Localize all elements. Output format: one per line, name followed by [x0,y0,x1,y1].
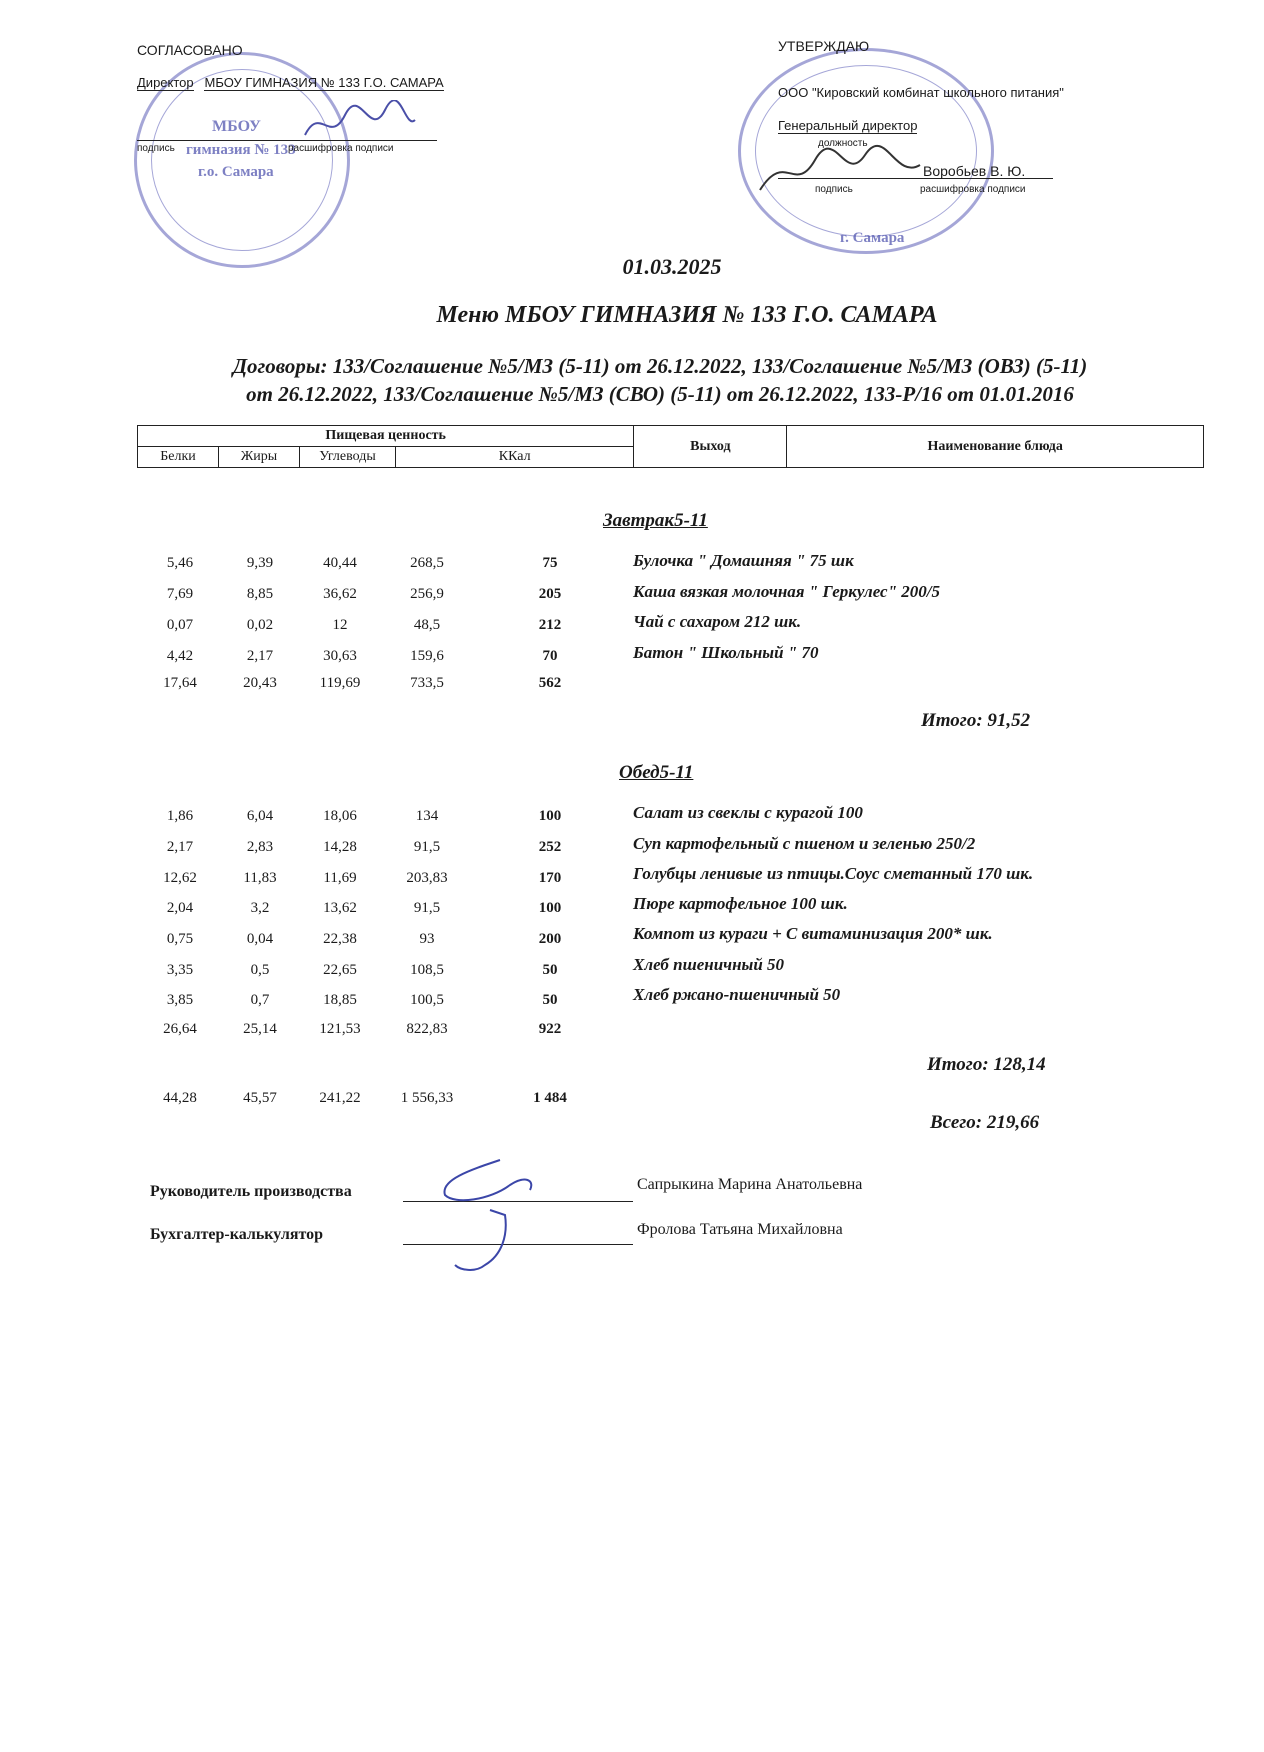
output-sum: 922 [538,1021,562,1037]
right-position-caption: должность [818,138,868,149]
output-value: 212 [538,617,562,633]
protein-grand: 44,28 [163,1090,197,1106]
left-position: Директор [137,75,194,90]
kcal-value: 256,9 [410,586,444,602]
protein-sum: 26,64 [163,1021,197,1037]
right-decode-caption: расшифровка подписи [920,184,1026,195]
dish-name: Каша вязкая молочная " Геркулес" 200/5 [633,582,940,601]
carbs-value: 13,62 [323,900,357,916]
kcal-header: ККал [396,447,634,468]
dish-name: Компот из кураги + С витаминизация 200* шк. [633,924,993,943]
right-signature-scribble [755,140,925,200]
fat-value: 0,04 [246,931,274,947]
kcal-value: 100,5 [410,992,444,1008]
kcal-sum: 822,83 [406,1021,448,1037]
manager-label: Руководитель производства [150,1183,352,1200]
breakfast-total: Итого: 91,52 [921,710,1031,731]
output-header: Выход [634,426,787,468]
output-grand: 1 484 [533,1090,567,1106]
dish-name: Хлеб пшеничный 50 [633,955,785,974]
fat-value: 0,7 [250,992,270,1008]
manager-signature-scribble [430,1155,550,1285]
left-signature-scribble [300,100,420,150]
carbs-sum: 119,69 [319,675,361,691]
left-approval-title: СОГЛАСОВАНО [137,42,243,58]
carbs-sum: 121,53 [319,1021,361,1037]
output-value: 50 [542,992,558,1008]
menu-date: 01.03.2025 [622,254,722,279]
protein-value: 0,75 [166,931,194,947]
protein-value: 2,17 [166,839,194,855]
protein-value: 7,69 [166,586,194,602]
carbs-value: 36,62 [323,586,357,602]
protein-value: 3,85 [166,992,194,1008]
protein-value: 2,04 [166,900,194,916]
carbs-value: 40,44 [323,555,357,571]
left-stamp-line3: г.о. Самара [198,164,274,180]
fat-value: 6,04 [246,808,274,824]
kcal-value: 203,83 [406,870,448,886]
right-sign-caption: подпись [815,184,853,195]
fat-value: 11,83 [243,870,277,886]
carbs-value: 18,85 [323,992,357,1008]
output-value: 170 [538,870,562,886]
right-approval-position: Генеральный директор [778,118,918,133]
kcal-value: 91,5 [413,839,441,855]
right-approval-title: УТВЕРЖДАЮ [778,38,870,54]
breakfast-title: Завтрак5-11 [603,510,708,531]
carbs-value: 22,38 [323,931,357,947]
contracts-line2: от 26.12.2022, 133/Соглашение №5/МЗ (СВО) (5-11) от 26.12.2022, 133-Р/16 от 01.01.2016 [246,382,1074,406]
fat-value: 2,83 [246,839,274,855]
fat-sum: 25,14 [243,1021,277,1037]
carbs-value: 22,65 [323,962,357,978]
dish-name: Хлеб ржано-пшеничный 50 [633,985,841,1004]
fat-value: 0,02 [246,617,274,633]
lunch-title: Обед5-11 [619,762,694,783]
left-approval-position [137,75,444,90]
output-value: 70 [542,648,558,664]
left-sign-caption: подпись [137,143,175,154]
dish-name: Голубцы ленивые из птицы.Соус сметанный 170 шк. [633,864,1034,883]
manager-name: Сапрыкина Марина Анатольевна [637,1176,863,1193]
output-value: 100 [538,808,562,824]
kcal-value: 134 [415,808,439,824]
protein-value: 4,42 [166,648,194,664]
fat-sum: 20,43 [243,675,277,691]
menu-title: Меню МБОУ ГИМНАЗИЯ № 133 Г.О. САМАРА [436,302,938,328]
fat-value: 2,17 [246,648,274,664]
dish-name: Чай с сахаром 212 шк. [633,612,802,631]
output-value: 100 [538,900,562,916]
output-value: 205 [538,586,562,602]
protein-sum: 17,64 [163,675,197,691]
protein-value: 1,86 [166,808,194,824]
protein-value: 12,62 [163,870,197,886]
kcal-value: 91,5 [413,900,441,916]
lunch-total: Итого: 128,14 [927,1054,1046,1075]
dish-name: Салат из свеклы с курагой 100 [633,803,863,822]
menu-table-header [137,425,1204,468]
nutrition-header: Пищевая ценность [138,426,634,447]
left-stamp-line1: МБОУ [212,118,261,135]
protein-value: 3,35 [166,962,194,978]
dish-name: Батон " Школьный " 70 [633,643,819,662]
output-value: 50 [542,962,558,978]
fat-value: 3,2 [250,900,270,916]
dish-name: Пюре картофельное 100 шк. [633,894,848,913]
right-approval-org: ООО "Кировский комбинат школьного питания" [778,85,1064,100]
dish-header: Наименование блюда [787,426,1204,468]
carbs-value: 11,69 [323,870,357,886]
right-approval-name: Воробьев В. Ю. [923,163,1026,179]
kcal-value: 48,5 [413,617,441,633]
kcal-value: 108,5 [410,962,444,978]
kcal-sum: 733,5 [410,675,444,691]
output-sum: 562 [538,675,562,691]
kcal-grand: 1 556,33 [400,1090,454,1106]
dish-name: Суп картофельный с пшеном и зеленью 250/2 [633,834,976,853]
output-value: 75 [542,555,558,571]
contracts-line1: Договоры: 133/Соглашение №5/МЗ (5-11) от 26.12.2022, 133/Соглашение №5/МЗ (ОВЗ) (5-11) [232,354,1088,378]
kcal-value: 159,6 [410,648,444,664]
left-stamp-line2: гимназия № 133 [186,142,296,158]
kcal-value: 93 [419,931,435,947]
carbs-value: 30,63 [323,648,357,664]
accountant-label: Бухгалтер-калькулятор [150,1226,324,1243]
output-value: 200 [538,931,562,947]
left-decode-caption: расшифровка подписи [288,143,394,154]
protein-value: 5,46 [166,555,194,571]
carbs-value: 18,06 [323,808,357,824]
left-org: МБОУ ГИМНАЗИЯ № 133 Г.О. САМАРА [204,75,444,90]
fat-grand: 45,57 [243,1090,277,1106]
carbs-value: 12 [332,617,348,633]
fat-header: Жиры [219,447,300,468]
output-value: 252 [538,839,562,855]
right-stamp-city: г. Самара [840,230,905,246]
carbs-grand: 241,22 [319,1090,361,1106]
kcal-value: 268,5 [410,555,444,571]
protein-header: Белки [138,447,219,468]
carbs-value: 14,28 [323,839,357,855]
fat-value: 8,85 [246,586,274,602]
dish-name: Булочка " Домашняя " 75 шк [633,551,854,570]
contracts [130,352,1190,408]
protein-value: 0,07 [166,617,194,633]
accountant-name: Фролова Татьяна Михайловна [637,1221,843,1238]
fat-value: 0,5 [250,962,270,978]
fat-value: 9,39 [246,555,274,571]
carbs-header: Углеводы [300,447,396,468]
grand-total: Всего: 219,66 [930,1112,1040,1133]
